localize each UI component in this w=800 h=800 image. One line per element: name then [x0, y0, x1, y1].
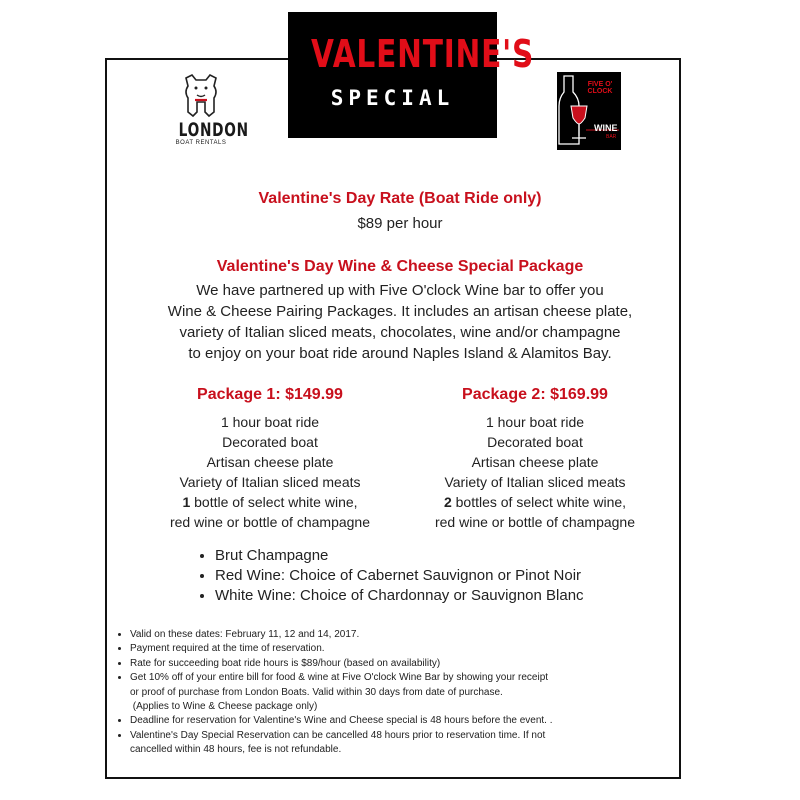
package-line: red wine or bottle of champagne — [169, 514, 370, 530]
logo-right-top: FIVE O' CLOCK — [587, 81, 613, 95]
logo-left-name: LONDON — [178, 119, 249, 141]
bottle-text: bottle of select white wine, — [190, 494, 358, 510]
package-line: Variety of Italian sliced meats — [179, 474, 361, 490]
package-2-column — [405, 385, 665, 532]
terms-item: • Valid on these dates: February 11, 12 and 14, 2017. — [130, 628, 690, 642]
package-line: red wine or bottle of champagne — [434, 514, 635, 530]
intro-line: Wine & Cheese Pairing Packages. It includes an artisan cheese plate, — [167, 303, 633, 320]
intro-line: to enjoy on your boat ride around Naples Island & Alamitos Bay. — [188, 345, 612, 362]
wine-option: • White Wine: Choice of Chardonnay or Sauvignon Blanc — [215, 586, 584, 606]
terms-item: • Payment required at the time of reservation. — [130, 642, 690, 656]
london-boat-rentals-logo — [170, 72, 249, 146]
logo-left-sub: BOAT RENTALS — [175, 140, 227, 146]
bulldog-icon — [178, 72, 224, 118]
terms-item: • Rate for succeeding boat ride hours is $89/hour (based on availability) — [130, 657, 690, 671]
five-oclock-wine-bar-logo — [557, 72, 621, 150]
banner-title: VALENTINE'S — [310, 32, 535, 76]
package-section-title: Valentine's Day Wine & Cheese Special Package — [216, 258, 584, 275]
wine-option: • Brut Champagne — [215, 546, 584, 566]
package-bottle-line — [405, 492, 665, 512]
bottle-text: bottles of select white wine, — [451, 494, 627, 510]
terms-item: • Valentine's Day Special Reservation can be cancelled 48 hours prior to reservation time. If not cancelled within 48 hours, fee is not refundable. — [130, 729, 690, 758]
terms-list — [113, 628, 690, 758]
package-bottle-line — [140, 492, 400, 512]
banner-subtitle: SPECIAL — [330, 86, 455, 110]
bottle-count: 2 — [443, 494, 452, 510]
package-1-title: Package 1: $149.99 — [197, 386, 343, 403]
intro-line: variety of Italian sliced meats, chocolates, wine and/or champagne — [179, 324, 621, 341]
package-line: Decorated boat — [222, 434, 318, 450]
rate-value: $89 per hour — [357, 215, 443, 232]
package-1-column — [140, 385, 400, 532]
wine-option: • Red Wine: Choice of Cabernet Sauvignon or Pinot Noir — [215, 566, 584, 586]
package-intro — [130, 280, 670, 364]
title-banner — [288, 12, 535, 138]
logo-right-wine: WINE — [594, 123, 618, 133]
bottle-count: 1 — [182, 494, 191, 510]
intro-line: We have partnered up with Five O'clock Wine bar to offer you — [196, 282, 604, 299]
package-line: Artisan cheese plate — [206, 454, 334, 470]
terms-item: • Get 10% off of your entire bill for food & wine at Five O'clock Wine Bar by showing your receipt or proof of purchase from London Boats. Valid within 30 days from date of purchase. (Applies to Wine & Cheese package only) — [130, 671, 690, 714]
package-2-title: Package 2: $169.99 — [462, 386, 608, 403]
logo-right-bar: BAR — [606, 134, 617, 140]
package-line: Artisan cheese plate — [471, 454, 599, 470]
wine-options-list — [198, 546, 584, 606]
package-line: 1 hour boat ride — [485, 414, 585, 430]
rate-title: Valentine's Day Rate (Boat Ride only) — [258, 190, 542, 207]
package-line: Variety of Italian sliced meats — [444, 474, 626, 490]
package-line: Decorated boat — [487, 434, 583, 450]
package-line: 1 hour boat ride — [220, 414, 320, 430]
terms-item: • Deadline for reservation for Valentine's Wine and Cheese special is 48 hours before the event. . — [130, 714, 690, 728]
